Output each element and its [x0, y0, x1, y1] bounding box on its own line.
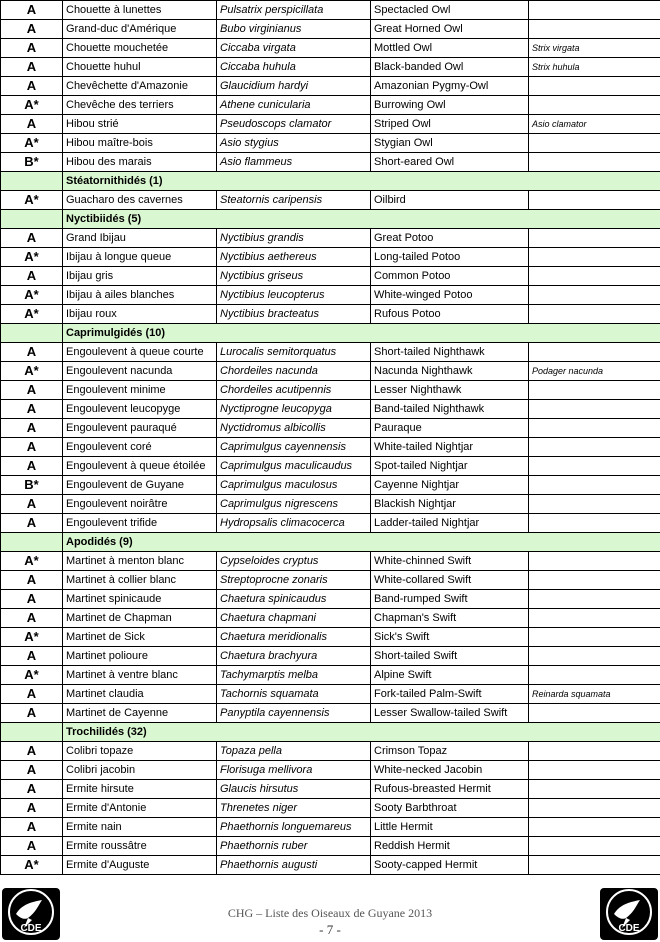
scientific-name: Athene cunicularia — [217, 96, 371, 115]
synonym-name — [529, 780, 660, 799]
english-name: Spectacled Owl — [371, 1, 529, 20]
family-blank-cell — [1, 210, 63, 229]
scientific-name: Glaucis hirsutus — [217, 780, 371, 799]
synonym-name — [529, 856, 660, 875]
scientific-name: Lurocalis semitorquatus — [217, 343, 371, 362]
family-blank-cell — [1, 324, 63, 343]
status-code: A — [1, 609, 63, 628]
status-code: A* — [1, 286, 63, 305]
french-name: Guacharo des cavernes — [63, 191, 217, 210]
synonym-name: Podager nacunda — [529, 362, 660, 381]
french-name: Martinet à collier blanc — [63, 571, 217, 590]
synonym-name — [529, 514, 660, 533]
family-label: Nyctibiidés (5) — [63, 210, 660, 229]
species-row — [1, 96, 660, 115]
status-code: A — [1, 818, 63, 837]
english-name: Black-banded Owl — [371, 58, 529, 77]
scientific-name: Streptoprocne zonaris — [217, 571, 371, 590]
scientific-name: Phaethornis ruber — [217, 837, 371, 856]
species-row — [1, 818, 660, 837]
english-name: White-collared Swift — [371, 571, 529, 590]
french-name: Martinet spinicaude — [63, 590, 217, 609]
scientific-name: Nyctibius grandis — [217, 229, 371, 248]
scientific-name: Pseudoscops clamator — [217, 115, 371, 134]
species-row — [1, 609, 660, 628]
scientific-name: Chordeiles nacunda — [217, 362, 371, 381]
english-name: Reddish Hermit — [371, 837, 529, 856]
scientific-name: Phaethornis augusti — [217, 856, 371, 875]
synonym-name — [529, 590, 660, 609]
family-label: Caprimulgidés (10) — [63, 324, 660, 343]
scientific-name: Chaetura meridionalis — [217, 628, 371, 647]
status-code: A* — [1, 305, 63, 324]
species-row — [1, 343, 660, 362]
family-header-row — [1, 172, 660, 191]
english-name: Burrowing Owl — [371, 96, 529, 115]
french-name: Chouette mouchetée — [63, 39, 217, 58]
scientific-name: Phaethornis longuemareus — [217, 818, 371, 837]
status-code: A — [1, 647, 63, 666]
french-name: Engoulevent minime — [63, 381, 217, 400]
french-name: Ibijau roux — [63, 305, 217, 324]
english-name: Ladder-tailed Nightjar — [371, 514, 529, 533]
french-name: Engoulevent noirâtre — [63, 495, 217, 514]
species-row — [1, 457, 660, 476]
synonym-name — [529, 647, 660, 666]
french-name: Engoulevent à queue étoilée — [63, 457, 217, 476]
scientific-name: Panyptila cayennensis — [217, 704, 371, 723]
synonym-name — [529, 552, 660, 571]
scientific-name: Nyctibius griseus — [217, 267, 371, 286]
synonym-name — [529, 457, 660, 476]
english-name: Nacunda Nighthawk — [371, 362, 529, 381]
english-name: Little Hermit — [371, 818, 529, 837]
status-code: A — [1, 39, 63, 58]
english-name: Blackish Nightjar — [371, 495, 529, 514]
english-name: Crimson Topaz — [371, 742, 529, 761]
synonym-name — [529, 799, 660, 818]
status-code: B* — [1, 476, 63, 495]
synonym-name — [529, 381, 660, 400]
table-body — [1, 1, 660, 875]
family-blank-cell — [1, 723, 63, 742]
french-name: Martinet de Cayenne — [63, 704, 217, 723]
synonym-name: Strix huhula — [529, 58, 660, 77]
french-name: Martinet de Sick — [63, 628, 217, 647]
family-label: Trochilidés (32) — [63, 723, 660, 742]
english-name: White-necked Jacobin — [371, 761, 529, 780]
english-name: Lesser Nighthawk — [371, 381, 529, 400]
family-blank-cell — [1, 533, 63, 552]
footer-title: CHG – Liste des Oiseaux de Guyane 2013 — [227, 906, 433, 920]
species-row — [1, 495, 660, 514]
english-name: Great Horned Owl — [371, 20, 529, 39]
synonym-name — [529, 20, 660, 39]
synonym-name — [529, 267, 660, 286]
synonym-name — [529, 495, 660, 514]
english-name: Spot-tailed Nightjar — [371, 457, 529, 476]
french-name: Colibri jacobin — [63, 761, 217, 780]
status-code: A — [1, 704, 63, 723]
status-code: A* — [1, 552, 63, 571]
status-code: A* — [1, 362, 63, 381]
english-name: Short-tailed Nighthawk — [371, 343, 529, 362]
english-name: Sooty Barbthroat — [371, 799, 529, 818]
species-row — [1, 305, 660, 324]
french-name: Engoulevent leucopyge — [63, 400, 217, 419]
species-row — [1, 58, 660, 77]
species-row — [1, 742, 660, 761]
french-name: Engoulevent à queue courte — [63, 343, 217, 362]
status-code: A — [1, 571, 63, 590]
status-code: A* — [1, 628, 63, 647]
status-code: A* — [1, 96, 63, 115]
synonym-name — [529, 248, 660, 267]
french-name: Ibijau à longue queue — [63, 248, 217, 267]
english-name: Mottled Owl — [371, 39, 529, 58]
synonym-name: Strix virgata — [529, 39, 660, 58]
french-name: Martinet claudia — [63, 685, 217, 704]
scientific-name: Florisuga mellivora — [217, 761, 371, 780]
synonym-name — [529, 343, 660, 362]
status-code: A* — [1, 134, 63, 153]
species-row — [1, 115, 660, 134]
page-number: - 7 - — [319, 922, 341, 937]
scientific-name: Bubo virginianus — [217, 20, 371, 39]
species-row — [1, 267, 660, 286]
species-row — [1, 476, 660, 495]
synonym-name — [529, 305, 660, 324]
scientific-name: Nyctibius leucopterus — [217, 286, 371, 305]
scientific-name: Caprimulgus maculosus — [217, 476, 371, 495]
synonym-name — [529, 666, 660, 685]
english-name: Rufous-breasted Hermit — [371, 780, 529, 799]
species-row — [1, 20, 660, 39]
french-name: Ermite roussâtre — [63, 837, 217, 856]
scientific-name: Tachornis squamata — [217, 685, 371, 704]
french-name: Ermite nain — [63, 818, 217, 837]
french-name: Grand-duc d'Amérique — [63, 20, 217, 39]
species-row — [1, 837, 660, 856]
french-name: Hibou des marais — [63, 153, 217, 172]
status-code: A — [1, 115, 63, 134]
family-label: Stéatornithidés (1) — [63, 172, 660, 191]
status-code: A — [1, 77, 63, 96]
status-code: A* — [1, 856, 63, 875]
family-header-row — [1, 533, 660, 552]
english-name: Fork-tailed Palm-Swift — [371, 685, 529, 704]
scientific-name: Steatornis caripensis — [217, 191, 371, 210]
synonym-name — [529, 818, 660, 837]
status-code: A — [1, 495, 63, 514]
scientific-name: Nyctibius bracteatus — [217, 305, 371, 324]
family-header-row — [1, 210, 660, 229]
french-name: Ibijau à ailes blanches — [63, 286, 217, 305]
species-row — [1, 248, 660, 267]
synonym-name — [529, 609, 660, 628]
french-name: Martinet de Chapman — [63, 609, 217, 628]
synonym-name — [529, 400, 660, 419]
synonym-name — [529, 286, 660, 305]
english-name: Band-rumped Swift — [371, 590, 529, 609]
english-name: White-chinned Swift — [371, 552, 529, 571]
english-name: Common Potoo — [371, 267, 529, 286]
french-name: Ermite d'Auguste — [63, 856, 217, 875]
synonym-name: Asio clamator — [529, 115, 660, 134]
status-code: A — [1, 381, 63, 400]
scientific-name: Topaza pella — [217, 742, 371, 761]
species-row — [1, 647, 660, 666]
species-row — [1, 704, 660, 723]
species-row — [1, 400, 660, 419]
scientific-name: Ciccaba huhula — [217, 58, 371, 77]
english-name: Rufous Potoo — [371, 305, 529, 324]
species-row — [1, 419, 660, 438]
species-row — [1, 514, 660, 533]
french-name: Grand Ibijau — [63, 229, 217, 248]
species-row — [1, 191, 660, 210]
synonym-name — [529, 419, 660, 438]
status-code: A — [1, 457, 63, 476]
status-code: A — [1, 400, 63, 419]
french-name: Ibijau gris — [63, 267, 217, 286]
scientific-name: Glaucidium hardyi — [217, 77, 371, 96]
scientific-name: Ciccaba virgata — [217, 39, 371, 58]
scientific-name: Nyctibius aethereus — [217, 248, 371, 267]
species-row — [1, 761, 660, 780]
scientific-name: Chaetura chapmani — [217, 609, 371, 628]
synonym-name — [529, 476, 660, 495]
status-code: A — [1, 837, 63, 856]
scientific-name: Hydropsalis climacocerca — [217, 514, 371, 533]
status-code: A — [1, 685, 63, 704]
synonym-name — [529, 96, 660, 115]
status-code: A — [1, 419, 63, 438]
scientific-name: Chaetura brachyura — [217, 647, 371, 666]
french-name: Colibri topaze — [63, 742, 217, 761]
french-name: Engoulevent trifide — [63, 514, 217, 533]
species-row — [1, 1, 660, 20]
french-name: Martinet à menton blanc — [63, 552, 217, 571]
logo-text-right: CDE — [618, 923, 640, 934]
species-row — [1, 229, 660, 248]
synonym-name — [529, 77, 660, 96]
status-code: A — [1, 20, 63, 39]
english-name: Long-tailed Potoo — [371, 248, 529, 267]
english-name: Stygian Owl — [371, 134, 529, 153]
french-name: Martinet polioure — [63, 647, 217, 666]
french-name: Ermite d'Antonie — [63, 799, 217, 818]
english-name: Lesser Swallow-tailed Swift — [371, 704, 529, 723]
species-row — [1, 362, 660, 381]
species-row — [1, 628, 660, 647]
scientific-name: Nyctiprogne leucopyga — [217, 400, 371, 419]
scientific-name: Caprimulgus maculicaudus — [217, 457, 371, 476]
english-name: Band-tailed Nighthawk — [371, 400, 529, 419]
status-code: A — [1, 438, 63, 457]
species-row — [1, 799, 660, 818]
status-code: A — [1, 742, 63, 761]
english-name: Striped Owl — [371, 115, 529, 134]
english-name: Short-tailed Swift — [371, 647, 529, 666]
species-row — [1, 153, 660, 172]
english-name: Cayenne Nightjar — [371, 476, 529, 495]
english-name: Short-eared Owl — [371, 153, 529, 172]
status-code: A — [1, 780, 63, 799]
synonym-name — [529, 191, 660, 210]
species-row — [1, 134, 660, 153]
english-name: Amazonian Pygmy-Owl — [371, 77, 529, 96]
logo-text-left: CDE — [20, 923, 42, 934]
french-name: Hibou strié — [63, 115, 217, 134]
status-code: A — [1, 590, 63, 609]
synonym-name — [529, 837, 660, 856]
english-name: Sick's Swift — [371, 628, 529, 647]
synonym-name — [529, 229, 660, 248]
synonym-name — [529, 742, 660, 761]
french-name: Chevêche des terriers — [63, 96, 217, 115]
french-name: Engoulevent pauraqué — [63, 419, 217, 438]
scientific-name: Caprimulgus cayennensis — [217, 438, 371, 457]
synonym-name — [529, 134, 660, 153]
english-name: Chapman's Swift — [371, 609, 529, 628]
french-name: Engoulevent nacunda — [63, 362, 217, 381]
family-header-row — [1, 723, 660, 742]
synonym-name: Reinarda squamata — [529, 685, 660, 704]
status-code: A — [1, 1, 63, 20]
synonym-name — [529, 1, 660, 20]
species-row — [1, 856, 660, 875]
scientific-name: Tachymarptis melba — [217, 666, 371, 685]
species-row — [1, 438, 660, 457]
status-code: A* — [1, 248, 63, 267]
scientific-name: Cypseloides cryptus — [217, 552, 371, 571]
scientific-name: Threnetes niger — [217, 799, 371, 818]
family-blank-cell — [1, 172, 63, 191]
french-name: Chevêchette d'Amazonie — [63, 77, 217, 96]
synonym-name — [529, 761, 660, 780]
status-code: A — [1, 514, 63, 533]
species-row — [1, 552, 660, 571]
english-name: Pauraque — [371, 419, 529, 438]
status-code: B* — [1, 153, 63, 172]
scientific-name: Chaetura spinicaudus — [217, 590, 371, 609]
family-label: Apodidés (9) — [63, 533, 660, 552]
french-name: Ermite hirsute — [63, 780, 217, 799]
status-code: A — [1, 799, 63, 818]
english-name: Great Potoo — [371, 229, 529, 248]
status-code: A — [1, 267, 63, 286]
status-code: A* — [1, 666, 63, 685]
species-row — [1, 685, 660, 704]
species-row — [1, 39, 660, 58]
scientific-name: Pulsatrix perspicillata — [217, 1, 371, 20]
scientific-name: Asio flammeus — [217, 153, 371, 172]
french-name: Chouette huhul — [63, 58, 217, 77]
french-name: Martinet à ventre blanc — [63, 666, 217, 685]
french-name: Hibou maître-bois — [63, 134, 217, 153]
species-row — [1, 286, 660, 305]
scientific-name: Asio stygius — [217, 134, 371, 153]
french-name: Engoulevent de Guyane — [63, 476, 217, 495]
synonym-name — [529, 153, 660, 172]
english-name: Oilbird — [371, 191, 529, 210]
status-code: A* — [1, 191, 63, 210]
french-name: Engoulevent coré — [63, 438, 217, 457]
status-code: A — [1, 58, 63, 77]
english-name: Alpine Swift — [371, 666, 529, 685]
scientific-name: Nyctidromus albicollis — [217, 419, 371, 438]
species-row — [1, 780, 660, 799]
species-row — [1, 77, 660, 96]
synonym-name — [529, 704, 660, 723]
species-row — [1, 571, 660, 590]
scientific-name: Chordeiles acutipennis — [217, 381, 371, 400]
english-name: White-tailed Nightjar — [371, 438, 529, 457]
species-row — [1, 590, 660, 609]
species-row — [1, 381, 660, 400]
status-code: A — [1, 343, 63, 362]
synonym-name — [529, 571, 660, 590]
synonym-name — [529, 438, 660, 457]
species-row — [1, 666, 660, 685]
synonym-name — [529, 628, 660, 647]
status-code: A — [1, 761, 63, 780]
english-name: White-winged Potoo — [371, 286, 529, 305]
scientific-name: Caprimulgus nigrescens — [217, 495, 371, 514]
family-header-row — [1, 324, 660, 343]
status-code: A — [1, 229, 63, 248]
english-name: Sooty-capped Hermit — [371, 856, 529, 875]
french-name: Chouette à lunettes — [63, 1, 217, 20]
